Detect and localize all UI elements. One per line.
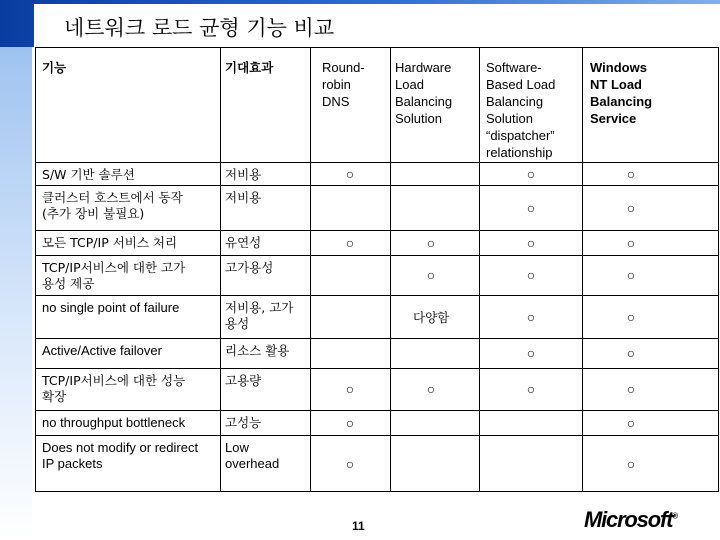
page-number: 11 xyxy=(352,519,365,533)
row-feature-text: TCP/IP서비스에 대한 고가 xyxy=(42,260,186,275)
circle-mark: ○ xyxy=(626,267,636,283)
header-round-robin-dns-line: Round- xyxy=(322,60,365,75)
circle-mark: ○ xyxy=(345,235,355,251)
slide-title: 네트워크 로드 균형 기능 비교 xyxy=(64,16,335,40)
header-software-lb-line: Solution xyxy=(486,111,533,126)
header-windows-nlb-line: Windows xyxy=(590,60,647,75)
row-feature-text: no throughput bottleneck xyxy=(42,415,186,430)
header-windows-nlb-line: Service xyxy=(590,111,637,126)
circle-mark: ○ xyxy=(426,267,436,283)
circle-mark: ○ xyxy=(626,456,636,472)
header-software-lb-line: Balancing xyxy=(486,94,544,109)
circle-mark: ○ xyxy=(526,267,536,283)
row-feature-text: 모든 TCP/IP 서비스 처리 xyxy=(42,235,178,250)
column-divider xyxy=(582,47,583,492)
row-effect-text: 고가용성 xyxy=(225,260,274,275)
row-effect-text: 리소스 활용 xyxy=(225,343,290,358)
column-divider xyxy=(479,47,480,492)
circle-mark: ○ xyxy=(345,166,355,182)
circle-mark: ○ xyxy=(626,166,636,182)
row-feature-text: 확장 xyxy=(42,389,67,404)
circle-mark: ○ xyxy=(626,345,636,361)
row-feature-text: Active/Active failover xyxy=(42,343,162,358)
header-effect: 기대효과 xyxy=(225,60,274,75)
row-feature-text: S/W 기반 솔루션 xyxy=(42,167,135,182)
column-divider xyxy=(220,47,221,492)
circle-mark: ○ xyxy=(526,345,536,361)
row-divider xyxy=(35,230,719,231)
circle-mark: ○ xyxy=(345,381,355,397)
row-effect-text: Low xyxy=(225,440,249,455)
header-software-lb-line: Software- xyxy=(486,60,542,75)
row-divider xyxy=(35,410,719,411)
circle-mark: ○ xyxy=(526,309,536,325)
header-software-lb-line: Based Load xyxy=(486,77,556,92)
header-feature: 기능 xyxy=(42,60,67,75)
header-windows-nlb-line: Balancing xyxy=(590,94,653,109)
row-divider xyxy=(35,162,719,163)
row-effect-text: 유연성 xyxy=(225,235,262,250)
row-effect-text: overhead xyxy=(225,456,280,471)
circle-mark: ○ xyxy=(626,309,636,325)
circle-mark: ○ xyxy=(626,415,636,431)
row-feature-text: 클러스터 호스트에서 동작 xyxy=(42,190,183,205)
row-divider xyxy=(35,295,719,296)
row-effect-text: 고용량 xyxy=(225,373,262,388)
row-feature-text: (추가 장비 불필요) xyxy=(42,206,145,221)
circle-mark: ○ xyxy=(426,381,436,397)
circle-mark: ○ xyxy=(626,200,636,216)
row-effect-text: 저비용 xyxy=(225,190,262,205)
row-feature-text: TCP/IP서비스에 대한 성능 xyxy=(42,373,186,388)
row-effect-text: 저비용 xyxy=(225,167,262,182)
circle-mark: ○ xyxy=(526,381,536,397)
circle-mark: ○ xyxy=(426,235,436,251)
row-divider xyxy=(35,435,719,436)
row-effect-text: 저비용, 고가 xyxy=(225,300,294,315)
circle-mark: ○ xyxy=(345,456,355,472)
circle-mark: ○ xyxy=(526,200,536,216)
header-software-lb-line: relationship xyxy=(486,145,553,160)
row-feature-text: Does not modify or redirect xyxy=(42,440,199,455)
row-value-text: 다양함 xyxy=(413,310,450,325)
circle-mark: ○ xyxy=(526,235,536,251)
row-effect-text: 용성 xyxy=(225,316,250,331)
row-effect-text: 고성능 xyxy=(225,415,262,430)
row-divider xyxy=(35,368,719,369)
header-hardware-lb-line: Load xyxy=(395,77,424,92)
header-hardware-lb-line: Solution xyxy=(395,111,442,126)
column-divider xyxy=(390,47,391,492)
header-windows-nlb-line: NT Load xyxy=(590,77,642,92)
left-gradient-bar xyxy=(0,47,32,540)
header-round-robin-dns-line: robin xyxy=(322,77,351,92)
row-divider xyxy=(35,255,719,256)
row-feature-text: 용성 제공 xyxy=(42,276,95,291)
column-divider xyxy=(310,47,311,492)
circle-mark: ○ xyxy=(626,381,636,397)
circle-mark: ○ xyxy=(345,415,355,431)
row-feature-text: no single point of failure xyxy=(42,300,180,315)
header-software-lb-line: “dispatcher” xyxy=(486,128,555,143)
row-feature-text: IP packets xyxy=(42,456,103,471)
microsoft-logo: Microsoft® xyxy=(584,507,679,532)
header-hardware-lb-line: Balancing xyxy=(395,94,453,109)
header-hardware-lb-line: Hardware xyxy=(395,60,452,75)
row-divider xyxy=(35,185,719,186)
circle-mark: ○ xyxy=(626,235,636,251)
circle-mark: ○ xyxy=(526,166,536,182)
row-divider xyxy=(35,338,719,339)
header-round-robin-dns-line: DNS xyxy=(322,94,350,109)
